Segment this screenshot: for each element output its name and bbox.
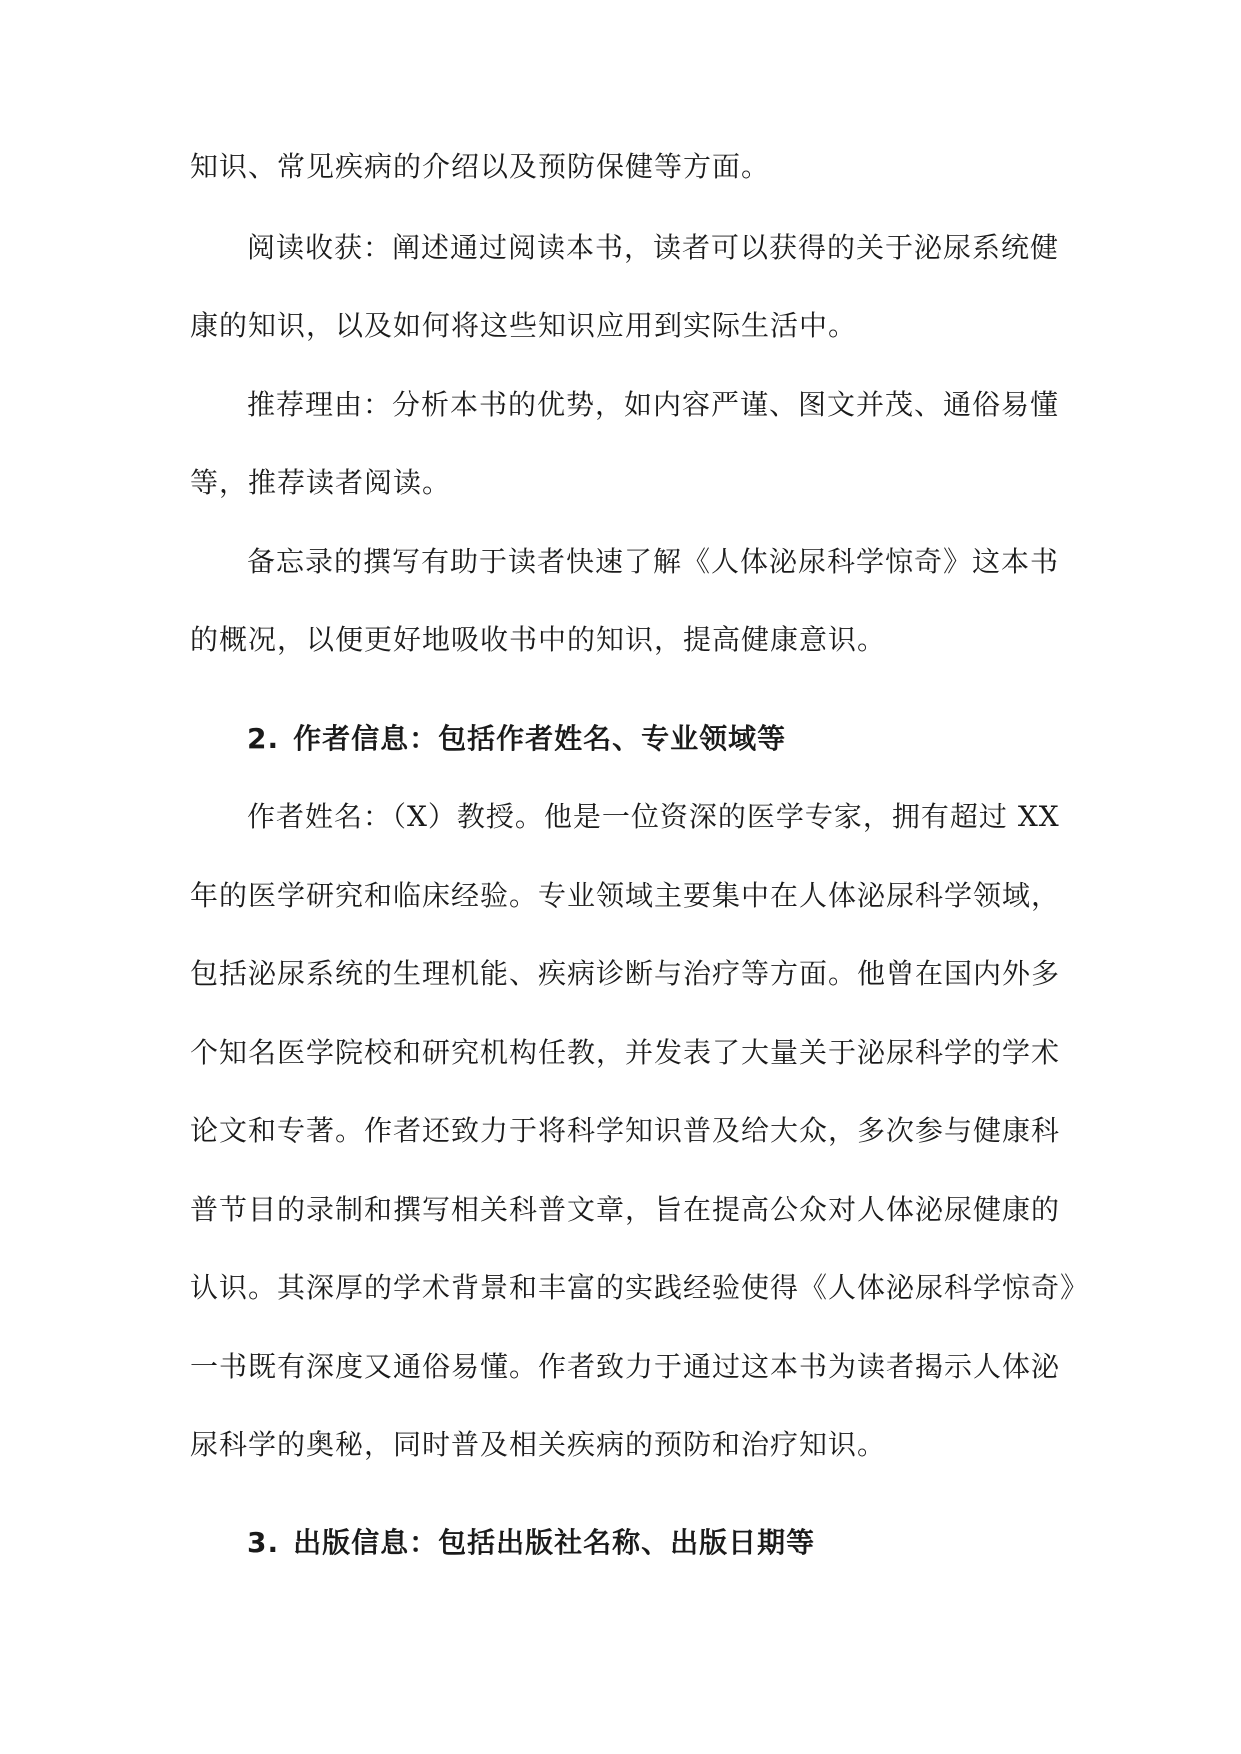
- section-heading: [247, 1523, 815, 1563]
- paragraph-line: 年的医学研究和临床经验。专业领域主要集中在人体泌尿科学领域，: [190, 879, 1061, 912]
- paragraph-line: 一书既有深度又通俗易懂。作者致力于通过这本书为读者揭示人体泌: [190, 1350, 1061, 1383]
- paragraph-line: 推荐理由：分析本书的优势，如内容严谨、图文并茂、通俗易懂: [247, 388, 1060, 421]
- paragraph-line: 阅读收获：阐述通过阅读本书，读者可以获得的关于泌尿系统健: [247, 231, 1060, 264]
- section-heading: [247, 719, 786, 759]
- paragraph-line: 知识、常见疾病的介绍以及预防保健等方面。: [190, 150, 771, 183]
- paragraph-line: 个知名医学院校和研究机构任教，并发表了大量关于泌尿科学的学术: [190, 1036, 1061, 1069]
- paragraph-line: 作者姓名：（X）教授。他是一位资深的医学专家，拥有超过 XX: [247, 800, 1060, 833]
- section-title: 出版信息：包括出版社名称、出版日期等: [293, 1526, 816, 1559]
- section-number: 3.: [247, 1526, 280, 1559]
- paragraph-line: 普节目的录制和撰写相关科普文章，旨在提高公众对人体泌尿健康的: [190, 1193, 1061, 1226]
- paragraph-line: 论文和专著。作者还致力于将科学知识普及给大众，多次参与健康科: [190, 1114, 1061, 1147]
- paragraph-line: 的概况，以便更好地吸收书中的知识，提高健康意识。: [190, 623, 887, 656]
- paragraph-line: 等，推荐读者阅读。: [190, 466, 452, 499]
- paragraph-line: 尿科学的奥秘，同时普及相关疾病的预防和治疗知识。: [190, 1428, 887, 1461]
- paragraph-line: 认识。其深厚的学术背景和丰富的实践经验使得《人体泌尿科学惊奇》: [190, 1271, 1090, 1304]
- section-number: 2.: [247, 722, 280, 755]
- paragraph-line: 包括泌尿系统的生理机能、疾病诊断与治疗等方面。他曾在国内外多: [190, 957, 1061, 990]
- paragraph-line: 备忘录的撰写有助于读者快速了解《人体泌尿科学惊奇》这本书: [247, 545, 1060, 578]
- paragraph-line: 康的知识，以及如何将这些知识应用到实际生活中。: [190, 309, 858, 342]
- section-title: 作者信息：包括作者姓名、专业领域等: [293, 722, 787, 755]
